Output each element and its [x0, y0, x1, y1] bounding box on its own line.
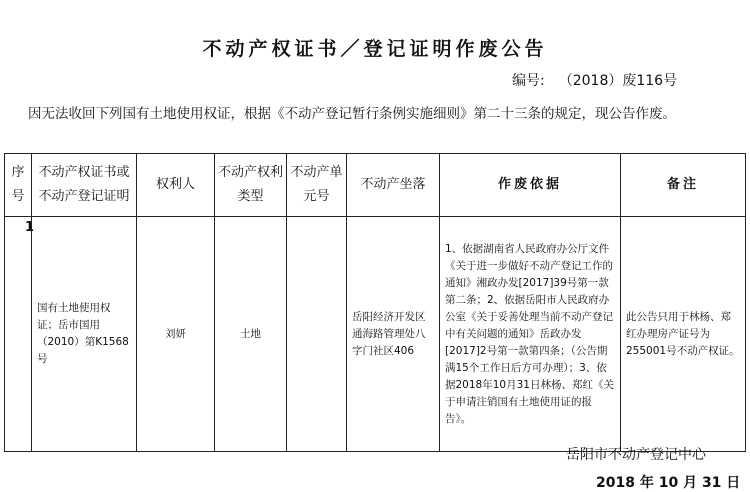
document-number [512, 70, 677, 90]
document-number-label: 编号: [512, 73, 545, 89]
cell-holder: 刘妍 [137, 217, 215, 452]
header-basis: 作废依据 [440, 154, 621, 217]
table-header-row [5, 154, 746, 217]
cell-location: 岳阳经济开发区通海路管理处八字门社区406 [347, 217, 440, 452]
issuing-organization: 岳阳市不动产登记中心 [566, 447, 706, 463]
cell-remark: 此公告只用于林杨、郑红办理房产证号为255001号不动产权证。 [621, 217, 746, 452]
intro-paragraph: 因无法收回下列国有土地使用权证，根据《不动产登记暂行条例实施细则》第二十三条的规定，现公告作废。 [28, 106, 676, 122]
table-row [5, 217, 746, 452]
cell-basis: 1、依据湖南省人民政府办公厅文件《关于进一步做好不动产登记工作的通知》湘政办发[2017]39号第一款第二条；2、依据岳阳市人民政府办公室《关于妥善处理当前不动产登记中有关问题的通知》岳政办发[2017]2号第一款第四条；（公告期满15个工作日后方可办理）；3、依据2018年10月31日林杨、郑红《关于申请注销国有土地使用证的报告》。 [440, 217, 621, 452]
header-unit-number: 不动产单 元号 [287, 154, 347, 217]
cell-right-type: 土地 [215, 217, 287, 452]
notice-title: 不动产权证书／登记证明作废公告 [202, 38, 548, 60]
document-number-value: （2018）废116号 [558, 73, 678, 89]
header-right-type: 不动产权利 类型 [215, 154, 287, 217]
header-seq: 序 号 [5, 154, 32, 217]
issue-date: 2018 年 10 月 31 日 [596, 475, 741, 491]
cell-seq: 1 [5, 217, 32, 452]
header-holder: 权利人 [137, 154, 215, 217]
cell-certificate: 国有土地使用权证；岳市国用（2010）第K1568号 [32, 217, 137, 452]
header-remark: 备注 [621, 154, 746, 217]
cell-unit-number [287, 217, 347, 452]
header-location: 不动产坐落 [347, 154, 440, 217]
header-certificate: 不动产权证书或 不动产登记证明 [32, 154, 137, 217]
void-certificate-table [4, 153, 746, 452]
